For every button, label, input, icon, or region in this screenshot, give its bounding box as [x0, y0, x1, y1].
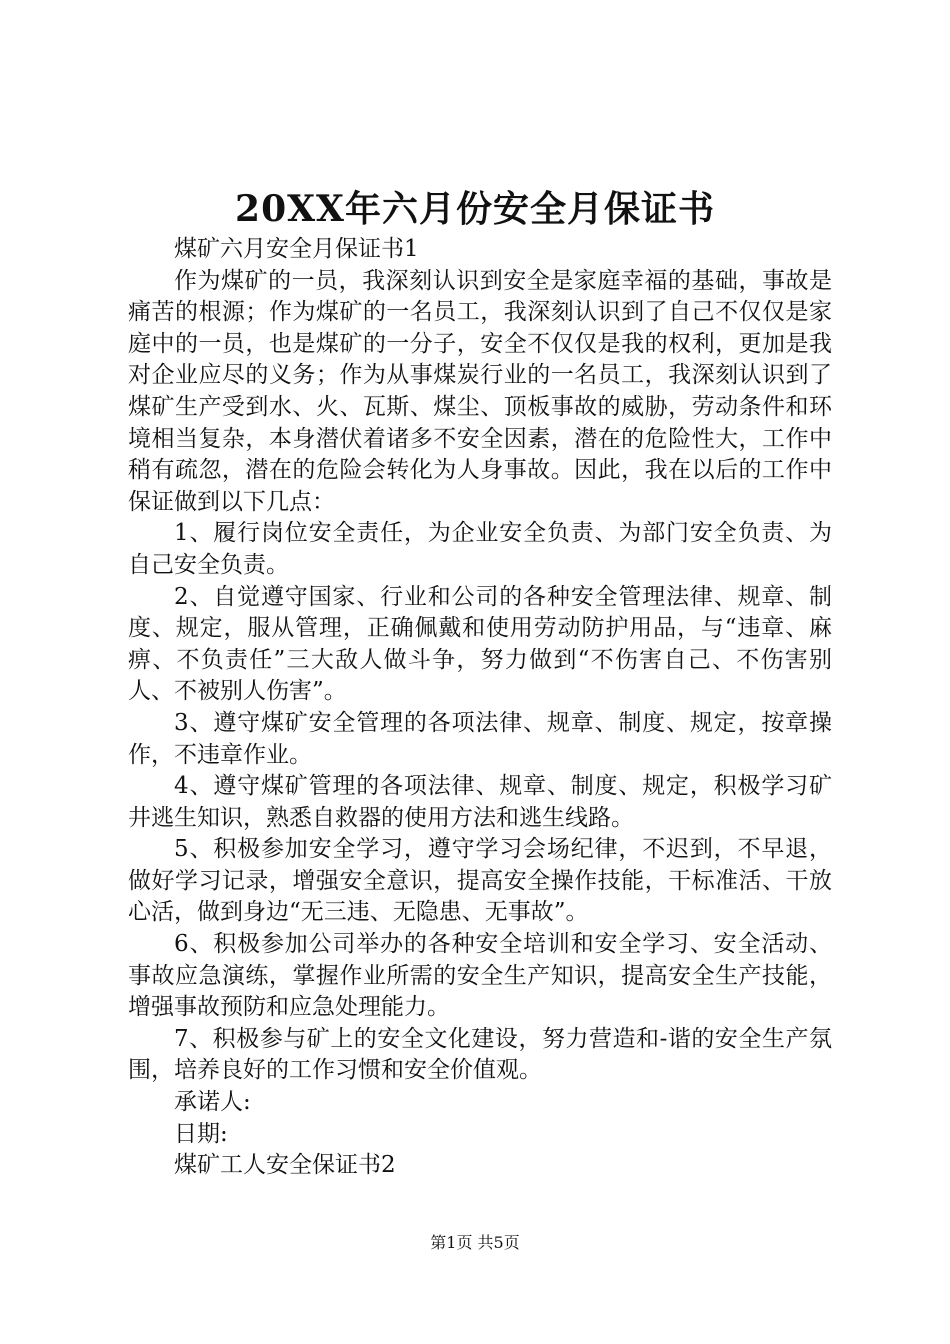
promisor-label: 承诺人:: [174, 1089, 251, 1116]
pledge-item-3: 3、遵守煤矿安全管理的各项法律、规章、制度、规定，按章操作，不违章作业。: [128, 709, 832, 768]
pledge-item-4: 4、遵守煤矿管理的各项法律、规章、制度、规定，积极学习矿井逃生知识，熟悉自救器的使用方法和逃生线路。: [128, 773, 832, 831]
pledge-item-2: 2、自觉遵守国家、行业和公司的各种安全管理法律、规章、制度、规定，服从管理，正确佩戴和使用劳动防护用品，与“违章、麻痹、不负责任”三大敌人做斗争，努力做到“不伤害自己、不伤害别人、不被别人伤害”。: [128, 583, 832, 705]
document-body: [128, 234, 832, 1182]
pledge-item-7: 7、积极参与矿上的安全文化建设，努力营造和-谐的安全生产氛围，培养良好的工作习惯和安全价值观。: [128, 1025, 832, 1084]
page-number-footer: 第1页 共5页: [430, 1233, 520, 1252]
section-heading-1: 煤矿六月安全月保证书1: [174, 236, 419, 262]
intro-paragraph: 作为煤矿的一员，我深刻认识到安全是家庭幸福的基础，事故是痛苦的根源；作为煤矿的一名员工，我深刻认识到了自己不仅仅是家庭中的一员，也是煤矿的一分子，安全不仅仅是我的权利，更加是我对企业应尽的义务；作为从事煤炭行业的一名员工，我深刻认识到了煤矿生产受到水、火、瓦斯、煤尘、顶板事故的威胁，劳动条件和环境相当复杂，本身潜伏着诸多不安全因素，潜在的危险性大，工作中稍有疏忽，潜在的危险会转化为人身事故。因此，我在以后的工作中保证做到以下几点：: [128, 267, 832, 515]
pledge-item-5: 5、积极参加安全学习，遵守学习会场纪律，不迟到，不早退，做好学习记录，增强安全意识，提高安全操作技能，干标准活、干放心活，做到身边“无三违、无隐患、无事故”。: [128, 836, 832, 926]
date-label: 日期:: [174, 1120, 228, 1147]
section-heading-2: 煤矿工人安全保证书2: [174, 1152, 396, 1179]
pledge-item-1: 1、履行岗位安全责任，为企业安全负责、为部门安全负责、为自己安全负责。: [128, 520, 832, 578]
document-title: 20XX年六月份安全月保证书: [235, 188, 715, 230]
pledge-item-6: 6、积极参加公司举办的各种安全培训和安全学习、安全活动、事故应急演练，掌握作业所需的安全生产知识，提高安全生产技能，增强事故预防和应急处理能力。: [128, 931, 832, 1021]
